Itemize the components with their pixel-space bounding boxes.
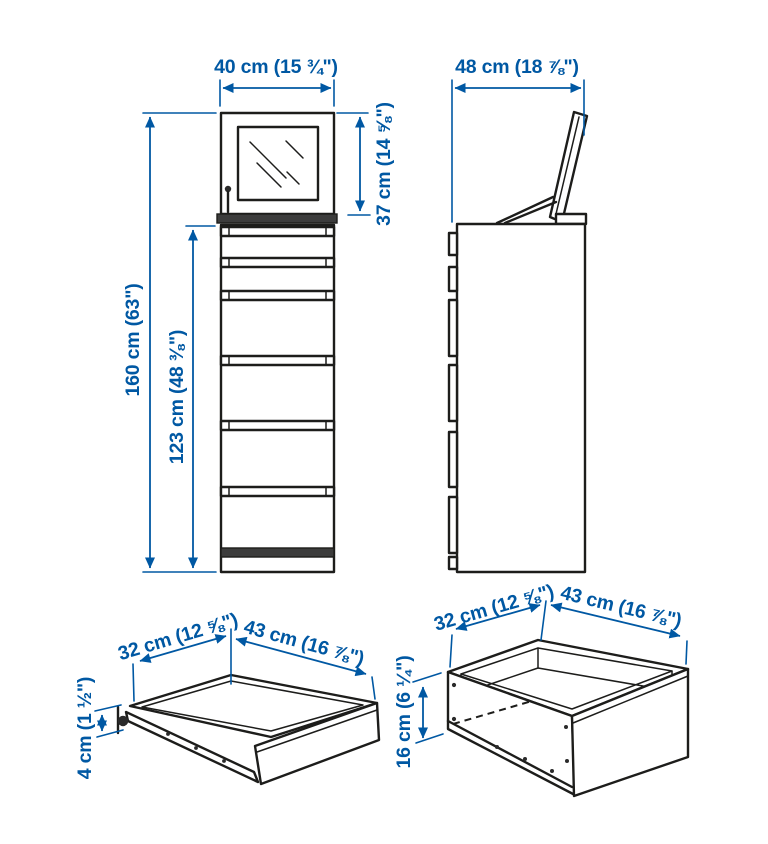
- chest-height-label: 123 cm (48 ⅜"): [166, 329, 188, 465]
- tilted-mirror: [550, 112, 587, 222]
- dim-front-width: [214, 56, 338, 106]
- dim-large-drawer-height: [393, 655, 443, 768]
- large-drawer-front-width-label: 43 cm (16 ⅞"): [558, 581, 684, 633]
- large-drawer-height-label: 16 cm (6 ¼"): [393, 655, 415, 769]
- mirror-height-label: 37 cm (14 ⅝"): [373, 102, 395, 226]
- drawer-edge-tab: [449, 432, 457, 487]
- drawer-edge-tab: [449, 267, 457, 291]
- drawer-front-edges: [449, 233, 457, 569]
- mirror-panel: [550, 112, 587, 222]
- chest-body: [221, 225, 334, 572]
- drawer-rail: [221, 356, 334, 365]
- large-drawer-inner-width-label: 32 cm (12 ⅝"): [431, 580, 557, 636]
- mirror-support-strut: [497, 197, 556, 223]
- large-drawer-view: [448, 640, 688, 796]
- side-view: [449, 112, 587, 572]
- total-height-label: 160 cm (63"): [122, 283, 144, 397]
- screw-hole: [452, 683, 456, 687]
- screw-hole: [452, 717, 456, 721]
- rail-hole: [194, 746, 198, 750]
- drawer-edge-tab: [449, 497, 457, 553]
- drawer-edge-tab: [449, 233, 457, 255]
- dim-chest-height: [166, 226, 215, 568]
- rail-hole: [166, 732, 170, 736]
- small-drawer-height-label: 4 cm (1 ½"): [74, 676, 96, 780]
- hinge-block: [556, 214, 586, 224]
- strut-line: [497, 197, 553, 223]
- dim-mirror-height: [337, 102, 395, 226]
- side-body: [457, 224, 585, 572]
- drawer-edge-tab: [449, 300, 457, 356]
- front-width-label: 40 cm (15 ¾"): [214, 56, 338, 78]
- drawer-edge-tab: [449, 365, 457, 421]
- rail-wheel: [118, 716, 128, 726]
- rail-hole: [222, 759, 226, 763]
- screw-hole: [564, 725, 568, 729]
- small-drawer-front-width-label: 43 cm (16 ⅞"): [241, 615, 367, 671]
- mirror-shelf-rail: [217, 214, 337, 223]
- drawer-rail: [221, 258, 334, 267]
- drawer-rail: [221, 421, 334, 430]
- strut-line: [505, 202, 556, 223]
- small-drawer-view: [118, 675, 379, 784]
- base-rail: [221, 548, 334, 557]
- rail-hole: [495, 745, 499, 749]
- screw-hole: [565, 759, 569, 763]
- drawer-rail: [221, 487, 334, 496]
- front-view: [217, 113, 337, 572]
- drawer-rail: [221, 291, 334, 300]
- side-depth-label: 48 cm (18 ⅞"): [455, 56, 579, 78]
- rail-hole: [550, 769, 554, 773]
- rail-hole: [523, 757, 527, 761]
- drawer-rail: [221, 227, 334, 236]
- small-drawer-inner-width-label: 32 cm (12 ⅝"): [115, 608, 241, 666]
- dim-small-drawer-height: [74, 677, 123, 779]
- drawer-edge-tab: [449, 557, 457, 569]
